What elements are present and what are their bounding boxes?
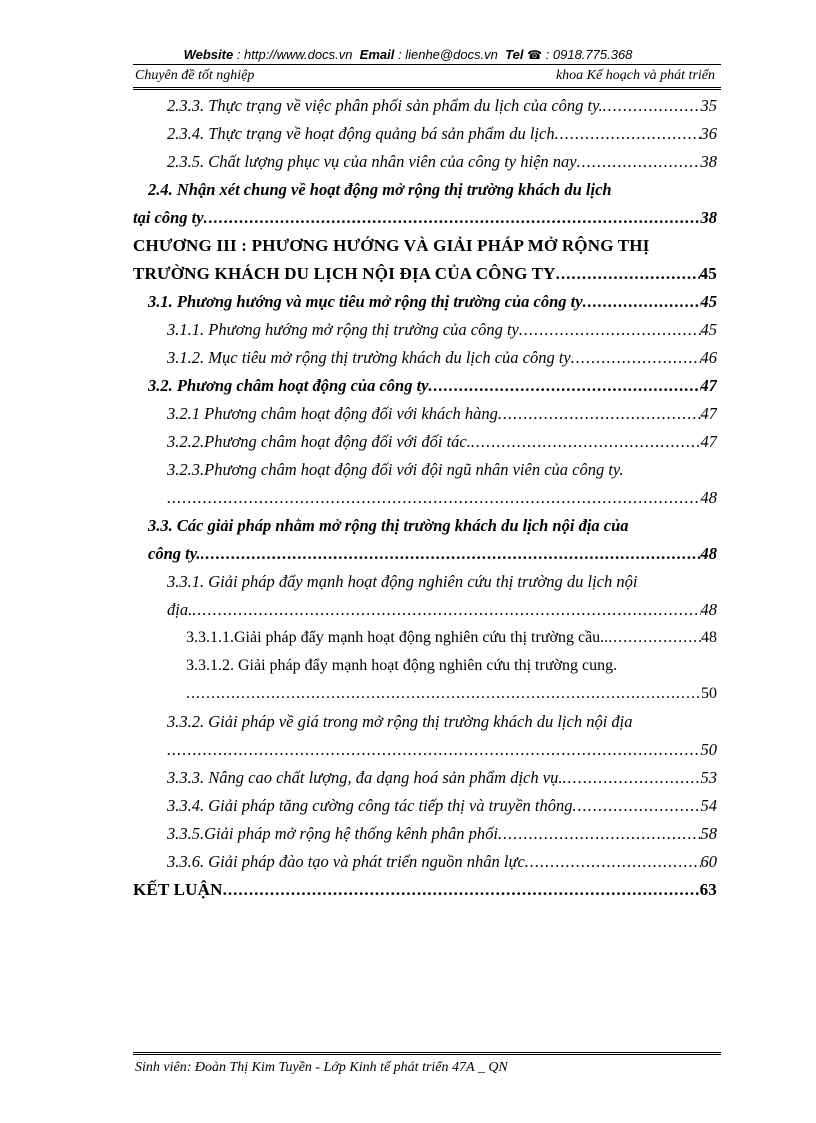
toc-entry[interactable]: 3.3.1.2. Giải pháp đẩy mạnh hoạt động nghiên cứu thị trường cung. [186, 657, 618, 674]
toc-entry-conclusion[interactable]: KẾT LUẬN ..... 63 [133, 876, 717, 904]
header-right: khoa Kế hoạch và phát triển [555, 68, 715, 83]
toc-entry[interactable]: 3.2.1 Phương châm hoạt động đối với khách hàng ..... 47 [167, 400, 717, 428]
tel-number: : 0918.775.368 [545, 47, 633, 62]
toc-entry[interactable]: 3.1.2. Mục tiêu mở rộng thị trường khách du lịch của công ty ..... 46 [167, 344, 717, 372]
toc-entry[interactable]: 3.3.1.1.Giải pháp đẩy mạnh hoạt động nghiên cứu thị trường cầu.. ..... 48 [186, 624, 717, 652]
toc-entry[interactable]: 3.2.2.Phương châm hoạt động đối với đối tác. ..... 47 [167, 428, 717, 456]
toc-entry[interactable]: tại công ty ..... 38 [133, 204, 717, 232]
toc-entry[interactable]: 3.3.5.Giải pháp mở rộng hệ thống kênh phân phối ..... 58 [167, 820, 717, 848]
toc-entry[interactable]: 3.3.3. Nâng cao chất lượng, đa dạng hoá sản phẩm dịch vụ. ..... 53 [167, 764, 717, 792]
phone-icon: ☎ [527, 48, 543, 62]
toc-entry[interactable]: 3.3.4. Giải pháp tăng cường công tác tiếp thị và truyền thông ..... 54 [167, 792, 717, 820]
website-url[interactable]: : http://www.docs.vn [236, 47, 353, 62]
toc-entry[interactable]: ..... 50 [186, 680, 717, 708]
email-label: Email [359, 47, 395, 62]
toc-entry[interactable]: 2.3.3. Thực trạng về việc phân phối sản phẩm du lịch của công ty. ..... 35 [167, 92, 717, 120]
toc-entry[interactable]: 3.3. Các giải pháp nhằm mở rộng thị trường khách du lịch nội địa của [148, 516, 629, 535]
footer-rule [133, 1052, 721, 1058]
toc-entry[interactable]: 3.1.1. Phương hướng mở rộng thị trường của công ty ..... 45 [167, 316, 717, 344]
toc-entry[interactable]: 2.3.4. Thực trạng về hoạt động quảng bá sản phẩm du lịch ..... 36 [167, 120, 717, 148]
email-address[interactable]: : lienhe@docs.vn [397, 47, 498, 62]
toc-entry[interactable]: 3.3.1. Giải pháp đẩy mạnh hoạt động nghiên cứu thị trường du lịch nội [167, 572, 638, 591]
toc-entry[interactable]: địa. ..... 48 [167, 596, 717, 624]
website-label: Website [183, 47, 234, 62]
toc-entry-chapter[interactable]: CHƯƠNG III : PHƯƠNG HƯỚNG VÀ GIẢI PHÁP MỞ RỘNG THỊ [133, 236, 650, 255]
toc-entry[interactable]: 3.1. Phương hướng và mục tiêu mở rộng thị trường của công ty ..... 45 [148, 288, 717, 316]
toc-entry[interactable]: 3.3.2. Giải pháp về giá trong mở rộng thị trường khách du lịch nội địa [167, 712, 633, 731]
page-header [133, 64, 721, 90]
toc-entry[interactable]: ..... 48 [167, 484, 717, 512]
header-left: Chuyên đề tốt nghiệp [135, 68, 255, 83]
toc-entry-chapter[interactable]: TRƯỜNG KHÁCH DU LỊCH NỘI ĐỊA CỦA CÔNG TY ..... 45 [133, 260, 717, 288]
toc-entry[interactable]: công ty. ..... 48 [148, 540, 717, 568]
toc-entry[interactable]: 3.3.6. Giải pháp đào tạo và phát triển nguồn nhân lực ..... 60 [167, 848, 717, 876]
footer-student: Sinh viên: Đoàn Thị Kim Tuyền - Lớp Kinh tế phát triển 47A _ QN [135, 1060, 508, 1075]
toc-entry[interactable]: ..... 50 [167, 736, 717, 764]
tel-label: Tel [505, 47, 524, 62]
toc-entry[interactable]: 2.3.5. Chất lượng phục vụ của nhân viên của công ty hiện nay ..... 38 [167, 148, 717, 176]
toc-entry[interactable]: 3.2. Phương châm hoạt động của công ty ..... 47 [148, 372, 717, 400]
toc-entry[interactable]: 3.2.3.Phương châm hoạt động đối với đội ngũ nhân viên của công ty. [167, 460, 624, 479]
website-banner [0, 47, 816, 62]
toc-entry[interactable]: 2.4. Nhận xét chung về hoạt động mở rộng thị trường khách du lịch [148, 180, 612, 199]
